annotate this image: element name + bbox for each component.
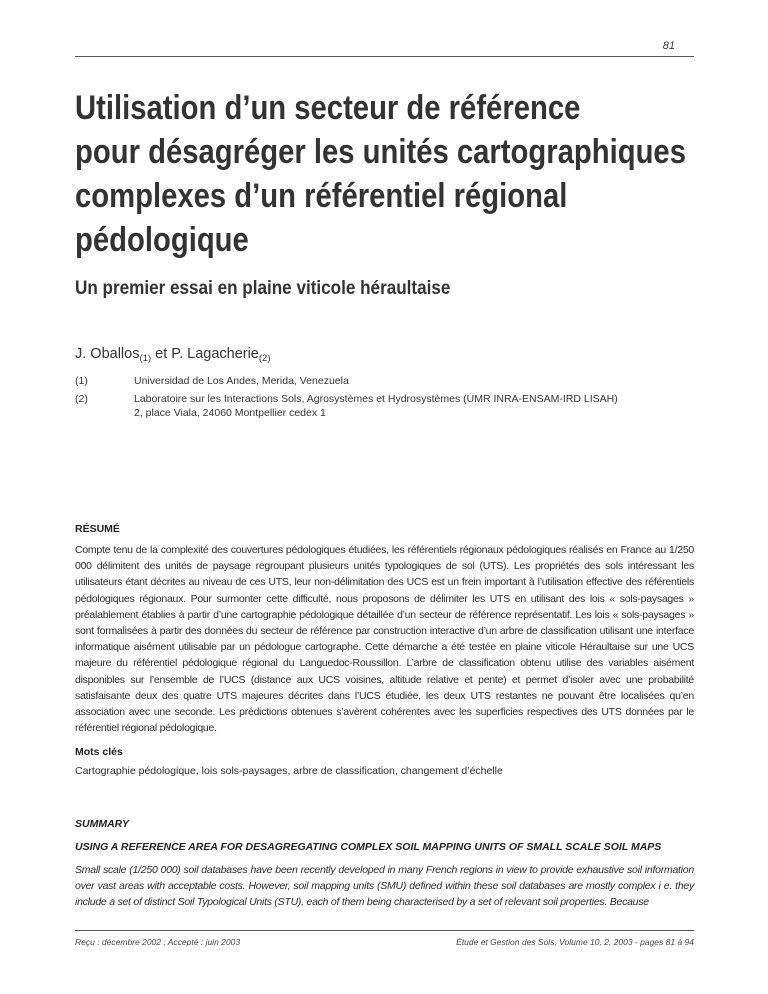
affiliation-number: (2) [75,393,88,405]
author-name: P. Lagacherie [171,346,259,362]
title-line-1: Utilisation d’un secteur de référence [75,89,581,127]
keywords-text: Cartographie pédologique, lois sols-paysages, arbre de classification, changement d’échelle [75,765,503,777]
journal-citation: Étude et Gestion des Sols, Volume 10, 2, 2003 - pages 81 à 94 [456,937,694,947]
summary-paragraph: Small scale (1/250 000) soil databases have been recently developed in many French regions in view to provide exhaustive soil information over vast areas with acceptable costs. However, soil mapping units (SMU) defined within these soil databases are mostly complex i e. they include a set of distinct Soil Typological Units (STU), each of them being characterised by a set of relevant soil properties. Because [75,864,694,909]
summary-title: USING A REFERENCE AREA FOR DESAGREGATING COMPLEX SOIL MAPPING UNITS OF SMALL SCALE SOIL MAPS [75,841,662,853]
author-line [75,346,271,364]
author-name: J. Oballos [75,346,140,362]
author-connector: et [151,346,172,362]
footer-divider [75,930,694,931]
resume-paragraph: Compte tenu de la complexité des couvertures pédologiques étudiées, les référentiels régionaux pédologiques réalisés en France au 1/250 000 délimitent des unités de paysage regroupant plusieurs unités typologiques de sol (UTS). Les propriétés des sols intéressant les utilisateurs étant décrites au niveau de ces UTS, leur non-délimitation des UCS est un frein important à l’utilisation effective des référentiels pédologiques régionaux. Pour surmonter cette difficulté, nous proposons de délimiter les UTS en utilisant des lois « sols-paysages » préalablement établies à partir d’une cartographie pédologique détaillée d’un secteur de référence représentatif. Les lois « sols-paysages » sont formalisées à partir des données du secteur de référence par construction interactive d’un arbre de classification utilisant une interface informatique aisément utilisable par un pédologue cartographe. Cette démarche a été testée en plaine viticole Héraultaise sur une UCS majeure du référentiel pédologique régional du Languedoc-Roussillon. L’arbre de classification obtenu utilise des variables aisément disponibles sur l’ensemble de l’UCS (distance aux UCS voisines, altitude relative et pente) et permet d’isoler avec une probabilité satisfaisante deux des quatre UTS majeures décrites dans l’UCS étudiée, les deux UTS restantes ne pouvant être localisées qu’en association avec une seconde. Les prédictions obtenues s’avèrent cohérentes avec les superficies respectives des UTS données par le référentiel régional pédologique. [75,544,694,735]
received-accepted-dates: Reçu : décembre 2002 ; Accepté : juin 2003 [75,937,241,947]
title-line-2: pour désagréger les unités cartographiques [75,133,686,171]
title-line-4: pédologique [75,221,249,259]
resume-heading: RÉSUMÉ [75,523,120,535]
article-title [75,86,686,262]
keywords-heading: Mots clés [75,746,123,758]
article-subtitle: Un premier essai en plaine viticole héraultaise [75,278,451,299]
title-line-3: complexes d’un référentiel régional [75,177,568,215]
author-affiliation-mark: (2) [258,353,271,364]
summary-heading: SUMMARY [75,818,130,830]
affiliation-text: Universidad de Los Andes, Merida, Venezuela [134,375,349,387]
affiliation-address: 2, place Viala, 24060 Montpellier cedex 1 [134,407,326,419]
page-number: 81 [662,40,675,52]
affiliation-lab: Laboratoire sur les Interactions Sols, Agrosystèmes et Hydrosystèmes (UMR INRA-ENSAM-IRD LISAH) [134,393,618,405]
header-divider [75,56,694,57]
affiliation-number: (1) [75,375,88,387]
affiliation-text [134,392,618,420]
author-affiliation-mark: (1) [139,353,152,364]
